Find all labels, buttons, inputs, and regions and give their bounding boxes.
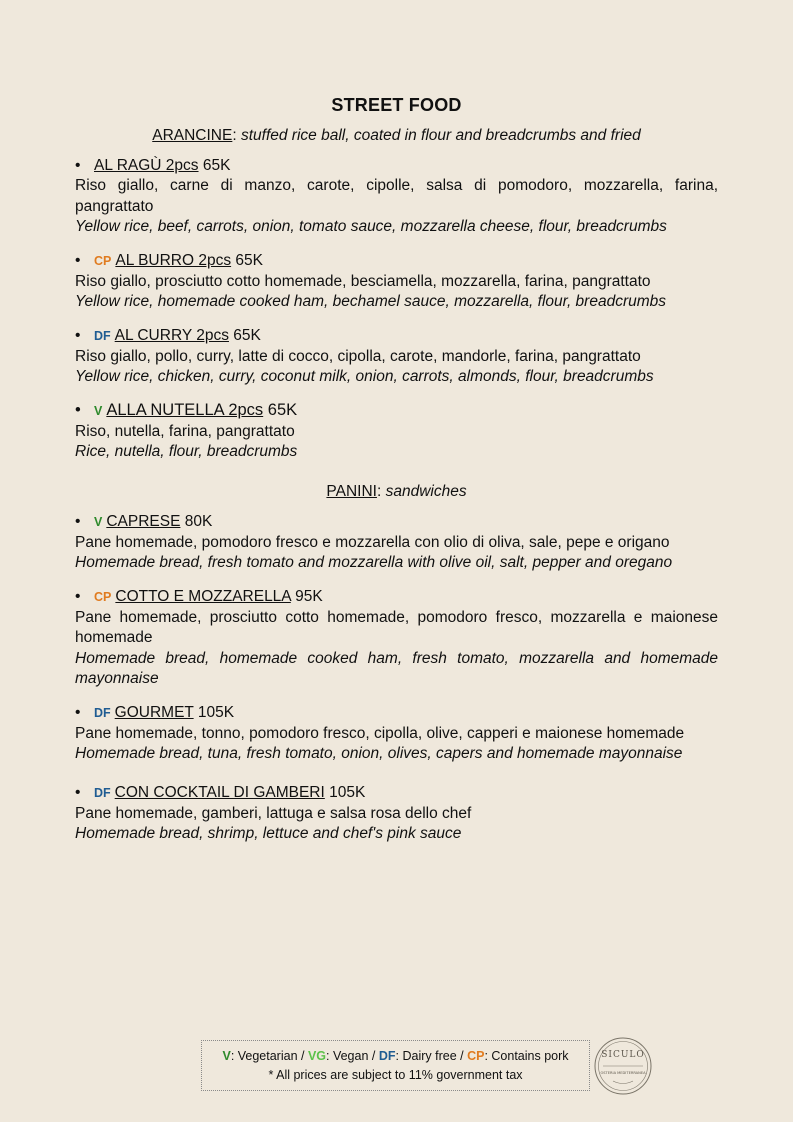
item-price: 65K (228, 326, 261, 344)
item-desc-en: Homemade bread, fresh tomato and mozzarella with olive oil, salt, pepper and oregano (75, 554, 673, 571)
bullet: • (75, 326, 81, 344)
item-desc-it: Riso giallo, prosciutto cotto homemade, besciamella, mozzarella, farina, pangrattato (75, 272, 651, 290)
item-name: GOURMET (114, 703, 194, 721)
menu-item-caprese (75, 511, 718, 574)
tag-cp: CP (94, 589, 112, 604)
menu-item-al-ragu (75, 155, 718, 238)
bullet: • (75, 251, 81, 269)
menu-item-alla-nutella (75, 400, 718, 463)
item-name: CON COCKTAIL DI GAMBERI (114, 783, 325, 801)
bullet: • (75, 512, 81, 530)
item-desc-it: Riso giallo, pollo, curry, latte di cocco, cipolla, carote, mandorle, farina, pangrattato (75, 347, 641, 365)
item-desc-it: Pane homemade, gamberi, lattuga e salsa rosa dello chef (75, 804, 472, 822)
item-price: 105K (324, 783, 366, 801)
item-desc-en: Rice, nutella, flour, breadcrumbs (75, 443, 298, 460)
item-price: 65K (198, 157, 231, 174)
section-sep: : (232, 127, 241, 144)
item-desc-it: Pane homemade, pomodoro fresco e mozzarella con olio di oliva, sale, pepe e origano (75, 533, 670, 551)
section-sep: : (376, 482, 386, 500)
bullet: • (75, 400, 81, 419)
item-desc-en: Yellow rice, chicken, curry, coconut milk, onion, carrots, almonds, flour, breadcrumbs (75, 368, 654, 385)
legend-cp-text: : Contains pork (484, 1049, 569, 1063)
item-desc-en: Homemade bread, homemade cooked ham, fresh tomato, mozzarella and homemade mayonnaise (75, 649, 718, 687)
bullet: • (75, 783, 81, 801)
section-desc: sandwiches (385, 482, 467, 500)
legend-df: DF (378, 1049, 396, 1063)
tax-note: * All prices are subject to 11% government tax (268, 1068, 523, 1082)
legend-v-text: : Vegetarian / (230, 1049, 308, 1063)
item-desc-en: Homemade bread, tuna, fresh tomato, onion, olives, capers and homemade mayonnaise (75, 745, 683, 762)
item-name: AL CURRY 2pcs (114, 326, 229, 344)
tag-df: DF (94, 785, 111, 800)
item-desc-it: Riso, nutella, farina, pangrattato (75, 422, 295, 440)
tag-v: V (94, 514, 103, 529)
menu-item-al-curry (75, 325, 718, 388)
menu-item-gourmet (75, 702, 718, 765)
item-name: CAPRESE (106, 512, 181, 530)
menu-item-al-burro (75, 250, 718, 313)
item-desc-en: Yellow rice, beef, carrots, onion, tomato sauce, mozzarella cheese, flour, breadcrumbs (75, 218, 667, 235)
legend-box (201, 1040, 590, 1091)
item-name: AL BURRO 2pcs (115, 251, 232, 269)
item-desc-en: Yellow rice, homemade cooked ham, bechamel sauce, mozzarella, flour, breadcrumbs (75, 293, 667, 310)
svg-text:OSTERIA MEDITERRANEA: OSTERIA MEDITERRANEA (600, 1071, 646, 1075)
item-desc-it: Pane homemade, tonno, pomodoro fresco, cipolla, olive, capperi e maionese homemade (75, 724, 685, 742)
item-name: COTTO E MOZZARELLA (115, 587, 291, 605)
item-name: AL RAGÙ 2pcs (94, 157, 199, 174)
item-price: 65K (263, 400, 298, 419)
item-name: ALLA NUTELLA 2pcs (106, 400, 264, 419)
legend-vg-text: : Vegan / (326, 1049, 379, 1063)
section-desc: stuffed rice ball, coated in flour and breadcrumbs and fried (240, 127, 641, 144)
menu-page (75, 95, 718, 857)
item-price: 80K (180, 512, 213, 530)
item-price: 105K (193, 703, 235, 721)
page-title: STREET FOOD (331, 95, 462, 115)
legend-df-text: : Dairy free / (395, 1049, 468, 1063)
bullet: • (75, 157, 81, 174)
legend-line (202, 1047, 589, 1066)
tag-df: DF (94, 328, 111, 343)
legend-v: V (222, 1049, 231, 1063)
item-desc-it: Pane homemade, prosciutto cotto homemade, pomodoro fresco, mozzarella e maionese homemade (75, 608, 718, 646)
bullet: • (75, 703, 81, 721)
item-desc-en: Homemade bread, shrimp, lettuce and chef's pink sauce (75, 825, 462, 842)
legend-vg: VG (307, 1049, 327, 1063)
tag-cp: CP (94, 253, 112, 268)
bullet: • (75, 587, 81, 605)
menu-item-cotto-e-mozzarella (75, 586, 718, 690)
section-name: ARANCINE (152, 127, 233, 144)
item-price: 65K (231, 251, 263, 269)
svg-text:SICULO: SICULO (601, 1050, 645, 1060)
section-intro-arancine (75, 127, 718, 145)
tag-v: V (94, 403, 103, 418)
item-desc-it: Riso giallo, carne di manzo, carote, cipolle, salsa di pomodoro, mozzarella, farina, pangrattato (75, 177, 718, 215)
legend-cp: CP (467, 1049, 485, 1063)
section-intro-panini (75, 483, 718, 501)
siculo-logo-icon (593, 1036, 653, 1096)
menu-item-con-cocktail-di-gamberi (75, 782, 718, 845)
item-price: 95K (290, 587, 323, 605)
tag-df: DF (94, 705, 111, 720)
section-name: PANINI (326, 482, 377, 500)
